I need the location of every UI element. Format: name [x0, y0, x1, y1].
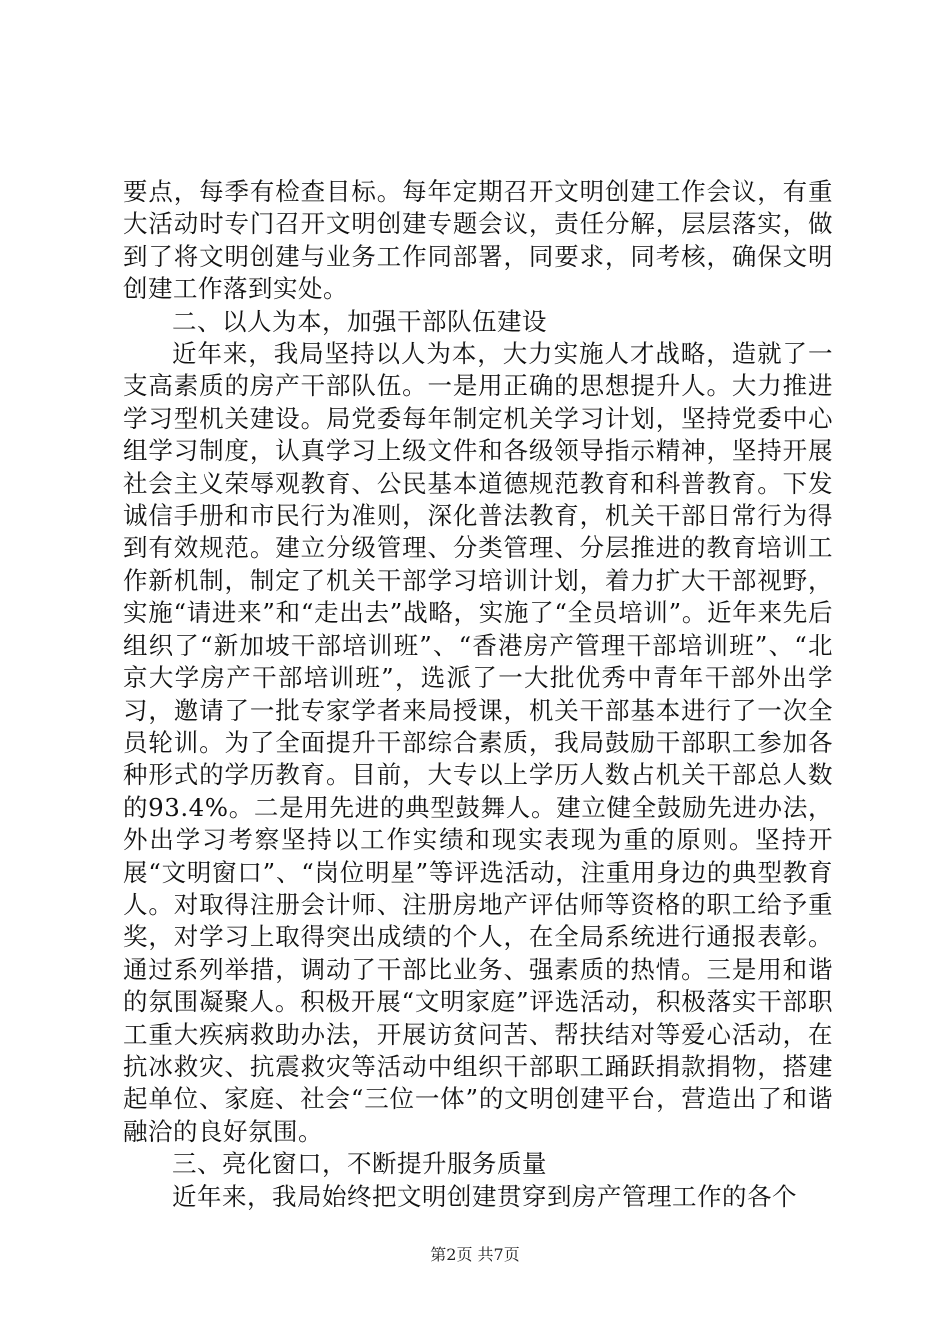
section-heading-2: 二、以人为本，加强干部队伍建设 — [172, 306, 547, 336]
paragraph-continuation: 要点，每季有检查目标。每年定期召开文明创建工作会议，有重大活动时专门召开文明创建专题会议，责任分解，层层落实，做到了将文明创建与业务工作同部署，同要求，同考核，确保文明创建工作落到实处。 — [123, 177, 833, 304]
paragraph-section-2-body: 近年来，我局坚持以人为本，大力实施人才战略，造就了一支高素质的房产干部队伍。一是用正确的思想提升人。大力推进学习型机关建设。局党委每年制定机关学习计划，坚持党委中心组学习制度，认真学习上级文件和各级领导指示精神，坚持开展社会主义荣辱观教育、公民基本道德规范教育和科普教育。下发诚信手册和市民行为准则，深化普法教育，机关干部日常行为得到有效规范。建立分级管理、分类管理、分层推进的教育培训工作新机制，制定了机关干部学习培训计划，着力扩大干部视野，实施“请进来”和“走出去”战略，实施了“全员培训”。近年来先后组织了“新加坡干部培训班”、“香港房产管理干部培训班”、“北京大学房产干部培训班”，选派了一大批优秀中青年干部外出学习，邀请了一批专家学者来局授课，机关干部基本进行了一次全员轮训。为了全面提升干部综合素质，我局鼓励干部职工参加各种形式的学历教育。目前，大专以上学历人数占机关干部总人数的93.4%。二是用先进的典型鼓舞人。建立健全鼓励先进办法，外出学习考察坚持以工作实绩和现实表现为重的原则。坚持开展“文明窗口”、“岗位明星”等评选活动，注重用身边的典型教育人。对取得注册会计师、注册房地产评估师等资格的职工给予重奖，对学习上取得突出成绩的个人，在全局系统进行通报表彰。通过系列举措，调动了干部比业务、强素质的热情。三是用和谐的氛围凝聚人。积极开展“文明家庭”评选活动，积极落实干部职工重大疾病救助办法，开展访贫问苦、帮扶结对等爱心活动，在抗冰救灾、抗震救灾等活动中组织干部职工踊跃捐款捐物，搭建起单位、家庭、社会“三位一体”的文明创建平台，营造出了和谐融洽的良好氛围。 — [123, 339, 833, 1146]
page-number-footer: 第2页 共7页 — [430, 1245, 520, 1264]
paragraph-section-3-body: 近年来，我局始终把文明创建贯穿到房产管理工作的各个 — [172, 1181, 797, 1211]
document-body — [123, 176, 833, 1213]
section-heading-3: 三、亮化窗口，不断提升服务质量 — [172, 1149, 547, 1179]
